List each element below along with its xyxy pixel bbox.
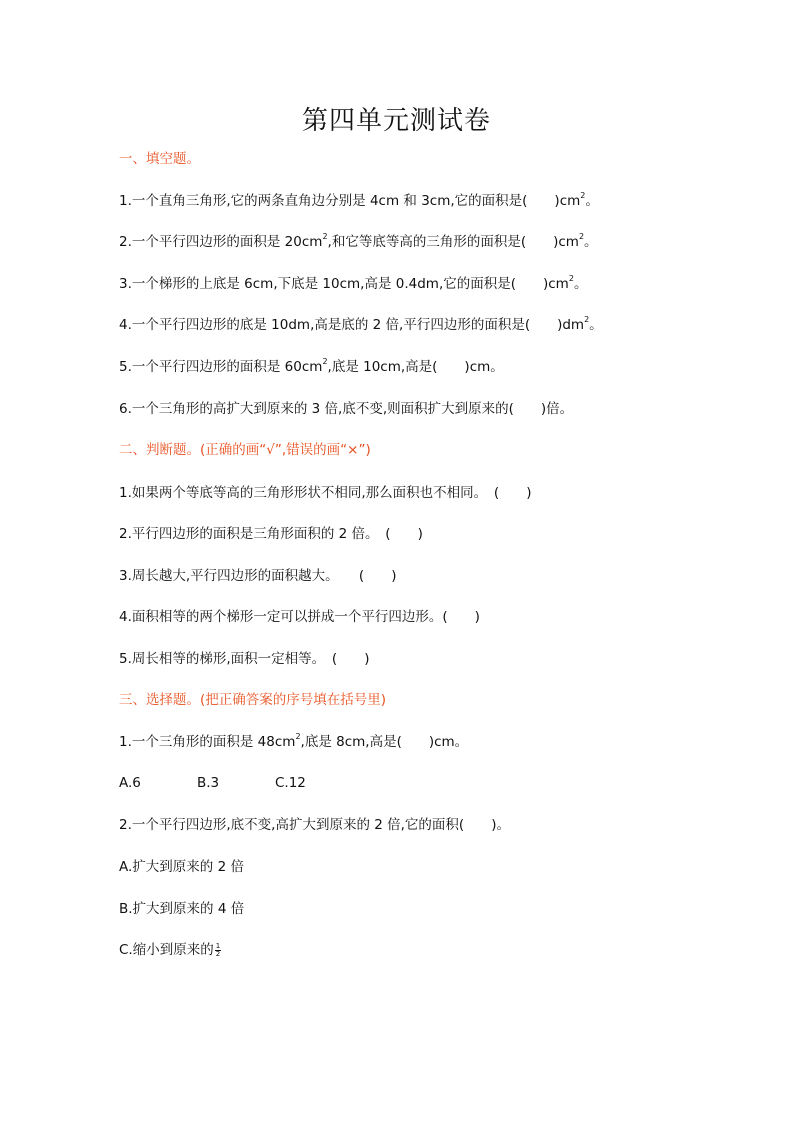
s1-q4-end: 。 [589,317,603,333]
s3-q1-text-b: ,底是 8cm,高是( )cm。 [300,734,469,750]
s1-q3-text: 3.一个梯形的上底是 6cm,下底是 10cm,高是 0.4dm,它的面积是( )cm [119,276,569,292]
fraction-denominator: 2 [215,949,221,958]
s3-question-2: 2.一个平行四边形,底不变,高扩大到原来的 2 倍,它的面积( )。 [119,817,510,833]
s1-q5-text-a: 5.一个平行四边形的面积是 60cm [119,359,323,375]
s3-q1-superscript: 2 [295,732,301,741]
s3-q2-option-b: B.扩大到原来的 4 倍 [119,901,245,917]
s1-question-1 [119,192,599,210]
s1-q1-superscript: 2 [580,191,586,200]
s1-q3-superscript: 2 [568,274,574,283]
s1-q2-superscript-1: 2 [322,232,328,241]
s1-q2-text-a: 2.一个平行四边形的面积是 20cm [119,234,323,250]
section-2-heading: 二、判断题。(正确的画“√”,错误的画“×”) [119,442,371,458]
s3-q1-option-b: B.3 [197,775,220,791]
s1-q1-text: 1.一个直角三角形,它的两条直角边分别是 4cm 和 3cm,它的面积是( )cm [119,193,581,209]
page-title: 第四单元测试卷 [301,106,491,136]
s3-q2-option-c [119,941,221,959]
s3-question-1 [119,733,468,751]
section-3-heading: 三、选择题。(把正确答案的序号填在括号里) [119,692,387,708]
s2-question-3: 3.周长越大,平行四边形的面积越大。 ( ) [119,568,397,584]
s2-question-2: 2.平行四边形的面积是三角形面积的 2 倍。 ( ) [119,526,423,542]
s1-q3-end: 。 [573,276,588,292]
s1-q2-superscript-2: 2 [578,232,585,241]
s3-q1-options [119,774,306,792]
s1-q2-end: 。 [584,234,598,250]
s1-q5-superscript: 2 [322,357,328,366]
s1-question-5 [119,358,504,376]
s1-question-4 [119,316,603,334]
s3-q2-option-c-text: C.缩小到原来的 [119,942,214,958]
one-half-fraction [215,943,221,958]
s3-q2-option-a: A.扩大到原来的 2 倍 [119,859,244,875]
s1-q4-superscript: 2 [584,315,590,324]
s1-q1-end: 。 [585,193,599,209]
s3-q1-option-c: C.12 [275,775,306,791]
s2-question-5: 5.周长相等的梯形,面积一定相等。 ( ) [119,651,370,667]
s1-question-3 [119,275,587,293]
s1-q5-text-b: ,底是 10cm,高是( )cm。 [327,359,504,375]
s2-question-1: 1.如果两个等底等高的三角形形状不相同,那么面积也不相同。 ( ) [119,485,532,501]
s1-question-6: 6.一个三角形的高扩大到原来的 3 倍,底不变,则面积扩大到原来的( )倍。 [119,401,574,417]
s2-question-4: 4.面积相等的两个梯形一定可以拼成一个平行四边形。( ) [119,609,480,625]
section-1-heading: 一、填空题。 [119,151,200,167]
s1-question-2 [119,233,598,251]
s1-q4-text: 4.一个平行四边形的底是 10dm,高是底的 2 倍,平行四边形的面积是( )dm [119,317,585,333]
fraction-numerator: 1 [215,941,221,950]
s3-q1-option-a: A.6 [119,775,141,791]
s1-q2-text-b: ,和它等底等高的三角形的面积是( )cm [327,234,579,250]
s3-q1-text-a: 1.一个三角形的面积是 48cm [119,734,296,750]
